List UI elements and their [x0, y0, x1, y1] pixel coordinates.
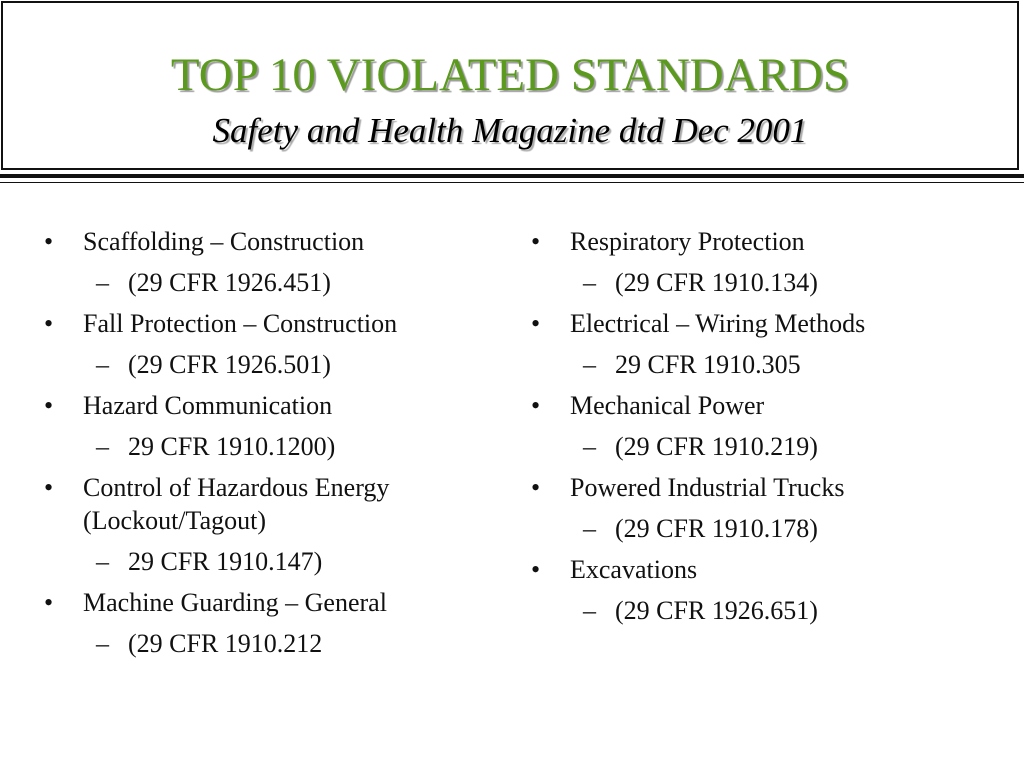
sub-item: [527, 266, 967, 299]
bullet-item: [40, 586, 480, 619]
divider-thick: [0, 174, 1024, 178]
sub-item: [527, 348, 967, 381]
dash-icon: –: [583, 596, 596, 625]
sub-item: [40, 430, 480, 463]
title-box: [1, 1, 1019, 170]
standard-name: Respiratory Protection: [570, 227, 805, 256]
sub-item: [40, 545, 480, 578]
dash-icon: –: [583, 432, 596, 461]
bullet-item: [40, 307, 480, 340]
dash-icon: –: [583, 268, 596, 297]
sub-item: [40, 266, 480, 299]
standard-name: Excavations: [570, 555, 698, 584]
bullet-icon: •: [44, 391, 54, 420]
standard-name: Electrical – Wiring Methods: [570, 309, 866, 338]
bullet-icon: •: [44, 473, 54, 502]
sub-item: [527, 512, 967, 545]
sub-item: [527, 430, 967, 463]
dash-icon: –: [96, 432, 109, 461]
bullet-icon: •: [44, 227, 54, 256]
standard-name: Mechanical Power: [570, 391, 765, 420]
dash-icon: –: [96, 629, 109, 658]
standard-name: Fall Protection – Construction: [83, 309, 398, 338]
cfr-reference: 29 CFR 1910.305: [615, 350, 801, 379]
cfr-reference: (29 CFR 1910.178): [615, 514, 818, 543]
standard-name: Powered Industrial Trucks: [570, 473, 845, 502]
cfr-reference: 29 CFR 1910.1200): [128, 432, 336, 461]
bullet-icon: •: [531, 391, 541, 420]
slide-subtitle: Safety and Health Magazine dtd Dec 2001: [212, 111, 808, 150]
left-column: [40, 225, 480, 668]
bullet-item: [40, 225, 480, 258]
standard-name: Hazard Communication: [83, 391, 333, 420]
dash-icon: –: [96, 350, 109, 379]
sub-item: [40, 627, 480, 660]
cfr-reference: (29 CFR 1926.651): [615, 596, 818, 625]
slide-title: TOP 10 VIOLATED STANDARDS: [170, 49, 850, 101]
cfr-reference: (29 CFR 1926.501): [128, 350, 331, 379]
cfr-reference: (29 CFR 1910.219): [615, 432, 818, 461]
sub-item: [527, 594, 967, 627]
bullet-item: [527, 471, 967, 504]
standard-name: Scaffolding – Construction: [83, 227, 365, 256]
right-column: [527, 225, 967, 635]
bullet-icon: •: [44, 309, 54, 338]
bullet-item: [527, 307, 967, 340]
cfr-reference: (29 CFR 1926.451): [128, 268, 331, 297]
bullet-icon: •: [531, 227, 541, 256]
bullet-item: [40, 389, 480, 422]
dash-icon: –: [583, 514, 596, 543]
cfr-reference: 29 CFR 1910.147): [128, 547, 323, 576]
standard-name: Control of Hazardous Energy (Lockout/Tagout): [83, 473, 390, 535]
sub-item: [40, 348, 480, 381]
cfr-reference: (29 CFR 1910.134): [615, 268, 818, 297]
dash-icon: –: [583, 350, 596, 379]
bullet-icon: •: [531, 555, 541, 584]
bullet-icon: •: [531, 473, 541, 502]
bullet-icon: •: [531, 309, 541, 338]
bullet-item: [527, 553, 967, 586]
bullet-icon: •: [44, 588, 54, 617]
bullet-item: [527, 389, 967, 422]
standard-name: Machine Guarding – General: [83, 588, 387, 617]
bullet-item: [40, 471, 480, 537]
dash-icon: –: [96, 268, 109, 297]
dash-icon: –: [96, 547, 109, 576]
cfr-reference: (29 CFR 1910.212: [128, 629, 323, 658]
divider-thin: [0, 182, 1024, 183]
bullet-item: [527, 225, 967, 258]
